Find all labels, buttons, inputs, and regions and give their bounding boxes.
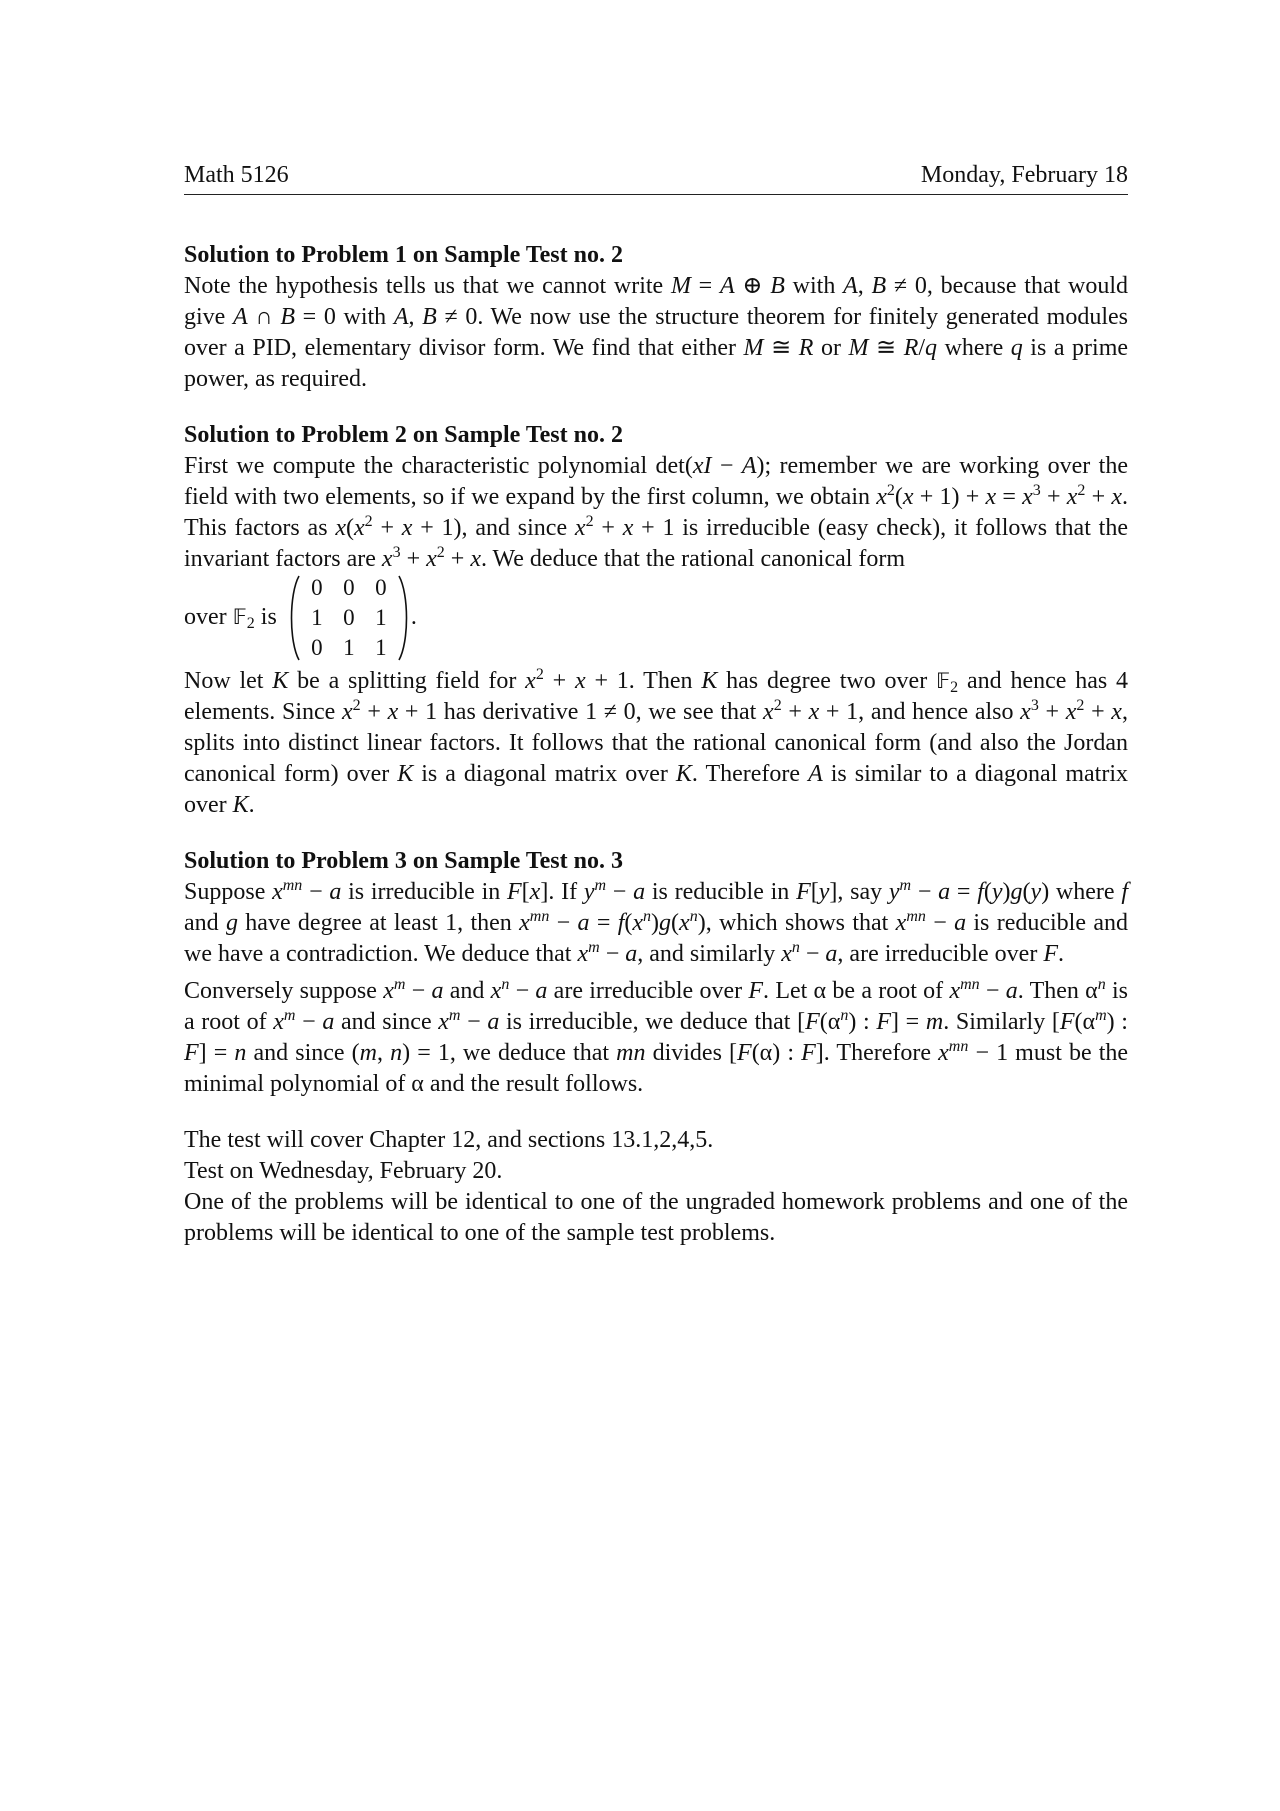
paragraph: Suppose $x^{mn} - a$ is irreducible in F[x]. If $y^m - a$ is reducible in F[y], say $y^m - a = f(y)g(y)$ where f and g have degree at least 1, then $x^{mn} - a = f(x^n)g(x^n)$, which shows that $x^{mn} - a$ is reducible and we have a contradiction. We deduce that $x^m - a$, and similarly $x^n - a$, are irreducible over F. [184, 877, 1128, 967]
note-line: Test on Wednesday, February 20. [184, 1158, 503, 1184]
course-title: Math 5126 [184, 162, 289, 188]
matrix-grid [301, 573, 397, 663]
matrix-cell: 0 [343, 604, 355, 630]
matrix-cell: 1 [375, 604, 387, 630]
rational-canonical-matrix [287, 573, 411, 663]
test-notes [184, 1125, 1128, 1249]
matrix-line: over 𝔽$_2$ is 0 0 0 1 0 1 0 1 1 . [184, 571, 1128, 664]
matrix-cell: 0 [311, 634, 323, 660]
page-header [184, 160, 1128, 195]
paragraph: Now let K be a splitting field for $x^2 + x + 1$. Then K has degree two over 𝔽$_2$ and hence has 4 elements. Since $x^2 + x + 1$ has derivative 1 ≠ 0, we see that $x^2 + x + 1$, and hence also $x^3 + x^2 + x$, splits into distinct linear factors. It follows that the rational canonical form (and also the Jordan canonical form) over K is a diagonal matrix over K. Therefore A is similar to a diagonal matrix over K. [184, 666, 1129, 818]
paragraph: Note the hypothesis tells us that we cannot write M = A ⊕ B with A, B ≠ 0, because that would give A ∩ B = 0 with A, B ≠ 0. We now use the structure theorem for finitely generated modules over a PID, elementary divisor form. We find that either M ≅ R or M ≅ R/q where q is a prime power, as required. [184, 273, 1129, 392]
matrix-cell: 1 [311, 604, 323, 630]
header-date: Monday, February 18 [920, 162, 1128, 188]
note-line: The test will cover Chapter 12, and sections 13.1,2,4,5. [184, 1127, 714, 1153]
section-heading: Solution to Problem 2 on Sample Test no. 2 [184, 422, 623, 448]
matrix-cell: 0 [375, 574, 387, 600]
matrix-cell: 0 [343, 574, 355, 600]
paragraph: First we compute the characteristic polynomial det(xI − A); remember we are working over the field with two elements, so if we expand by the first column, we obtain $x^2(x + 1) + x = x^3 + x^2 + x$. This factors as $x(x^2 + x + 1)$, and since $x^2 + x + 1$ is irreducible (easy check), it follows that the invariant factors are $x^3 + x^2 + x$. We deduce that the rational canonical form [184, 453, 1128, 572]
solution-problem-2 [184, 420, 1128, 821]
section-heading: Solution to Problem 1 on Sample Test no. 2 [184, 242, 623, 268]
solution-problem-1 [184, 240, 1128, 395]
solution-problem-3 [184, 846, 1128, 1100]
left-parenthesis [287, 574, 301, 662]
section-heading: Solution to Problem 3 on Sample Test no. 3 [184, 848, 623, 874]
paragraph: Conversely suppose $x^m - a$ and $x^n - a$ are irreducible over F. Let α be a root of $x^{mn} - a$. Then $\alpha^n$ is a root of $x^m - a$ and since $x^m - a$ is irreducible, we deduce that [$F(\alpha^n)$ : F] = m. Similarly [$F(\alpha^m)$ : F] = n and since (m, n) = 1, we deduce that mn divides [F(α) : F]. Therefore $x^{mn} - 1$ must be the minimal polynomial of α and the result follows. [184, 976, 1129, 1097]
note-line: One of the problems will be identical to one of the ungraded homework problems and one of the problems will be identical to one of the sample test problems. [184, 1189, 1128, 1246]
right-parenthesis [397, 574, 411, 662]
matrix-cell: 1 [343, 634, 355, 660]
matrix-cell: 0 [311, 574, 323, 600]
matrix-cell: 1 [375, 634, 387, 660]
document-page [184, 160, 1128, 1249]
